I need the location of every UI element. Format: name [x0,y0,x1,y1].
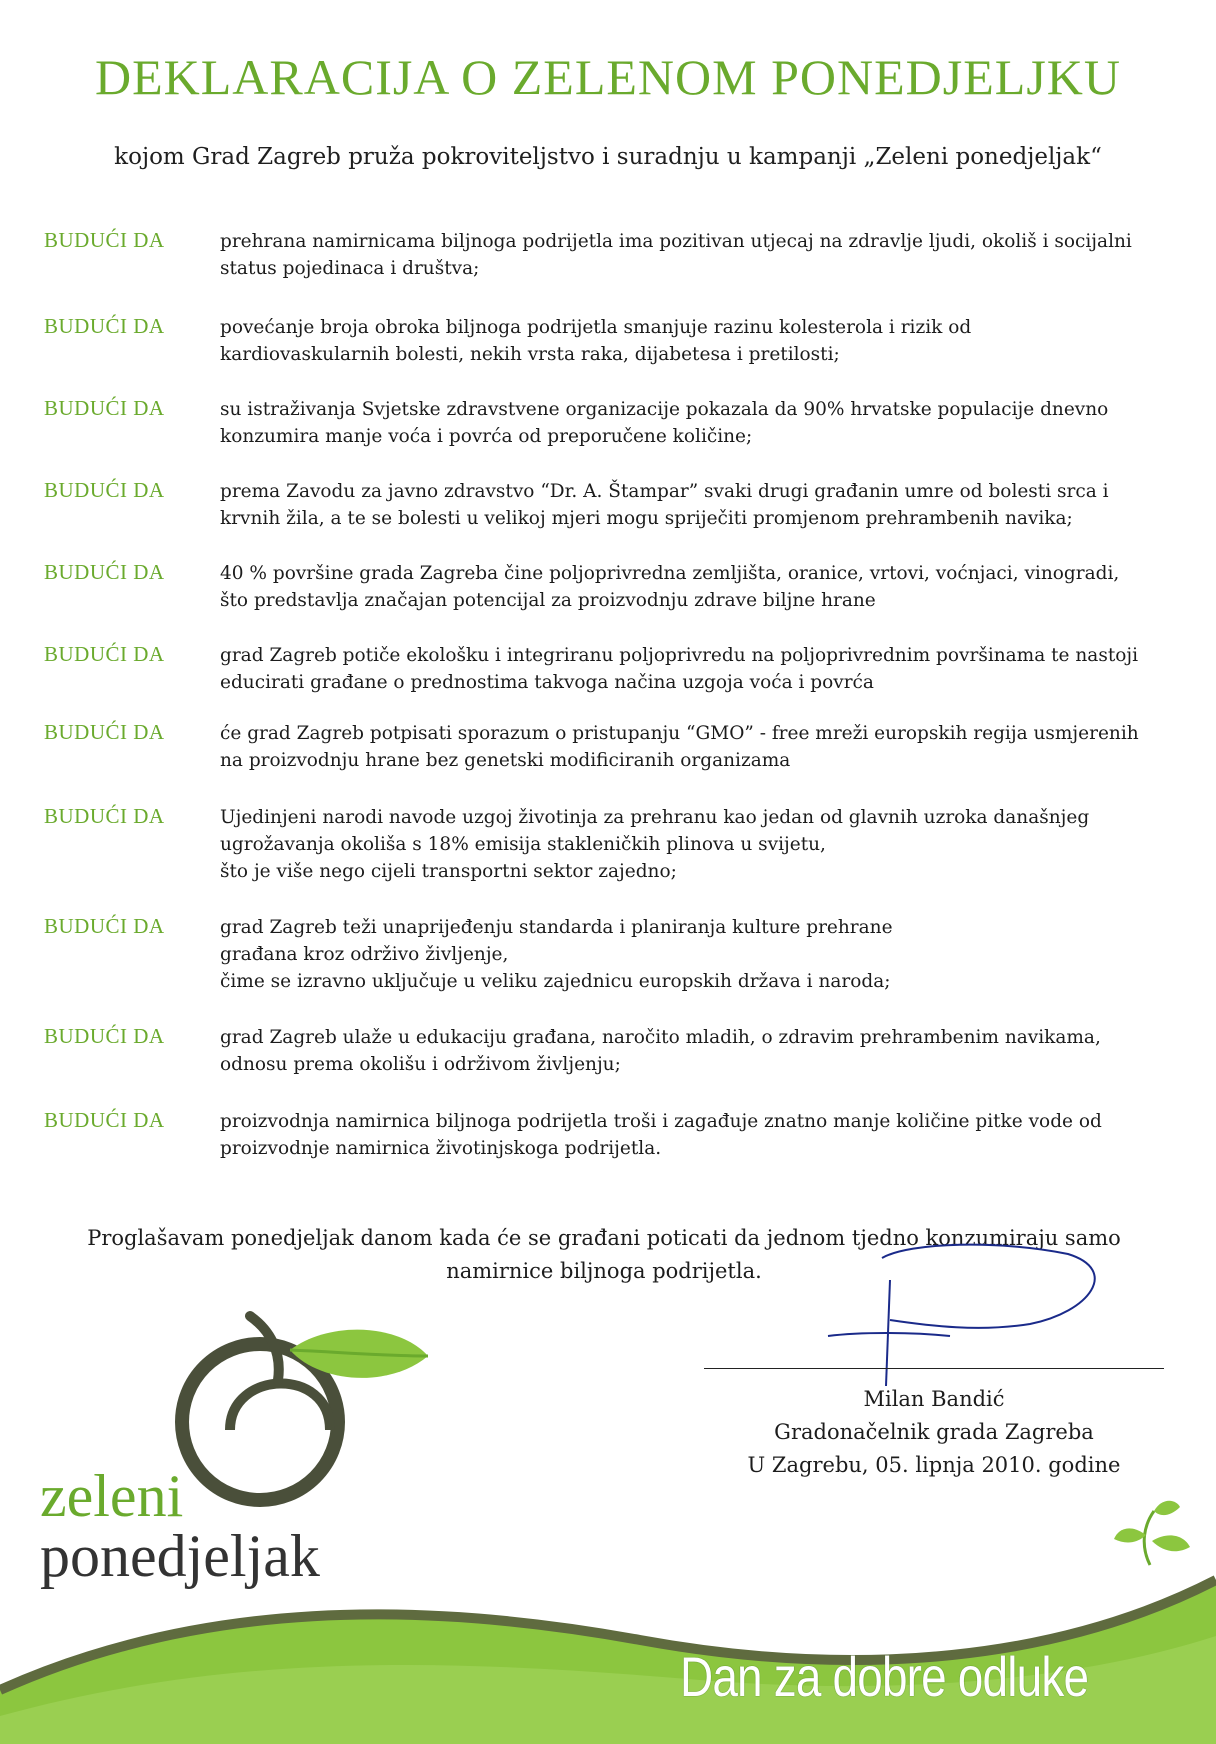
clause-text: su istraživanja Svjetske zdravstvene organizacije pokazala da 90% hrvatske populacije dnevno konzumira manje voća i povrća od preporučene količine; [220,399,1109,447]
clause-text [220,804,1140,885]
small-leaf-icon [1110,1495,1200,1575]
clause-text: grad Zagreb potiče ekološku i integriranu poljoprivredu na poljoprivrednim površinama te nastoji educirati građane o prednostima takvoga načina uzgoja voća i povrća [220,645,1139,693]
clause-text: proizvodnja namirnica biljnoga podrijetla troši i zagađuje znatno manje količine pitke vode od proizvodnje namirnica životinjskoga podrijetla. [220,1111,1102,1159]
clause-line: što je više nego cijeli transportni sektor zajedno; [220,861,677,882]
document-title: DEKLARACIJA O ZELENOM PONEDJELJKU [94,49,1122,105]
clause-keyword: BUDUĆI DA [44,228,165,252]
signature-block [700,1383,1168,1482]
clause-keyword: BUDUĆI DA [44,560,165,584]
clause-text: prehrana namirnicama biljnoga podrijetla ima pozitivan utjecaj na zdravlje ljudi, okoliš i socijalni status pojedinaca i društva; [220,231,1132,279]
signatory-role: Gradonačelnik grada Zagreba [774,1420,1094,1444]
clause-line: grad Zagreb teži unaprijeđenju standarda i planiranja kulture prehrane [220,917,893,938]
proclamation: Proglašavam ponedjeljak danom kada će se građani poticati da jednom tjedno konzumiraju samo namirnice biljnoga podrijetla. [87,1226,1121,1283]
tagline: Dan za dobre odluke [680,1645,1089,1708]
clause-line: čime se izravno uključuje u veliku zajednicu europskih država i naroda; [220,971,891,992]
clause-keyword: BUDUĆI DA [44,720,165,744]
clause-keyword: BUDUĆI DA [44,804,165,828]
clause-text: će grad Zagreb potpisati sporazum o pristupanju “GMO” - free mreži europskih regija usmjerenih na proizvodnju hrane bez genetski modificiranih organizama [220,723,1139,771]
leaf-logo-icon [150,1310,440,1510]
logo-text-zeleni: zeleni [40,1463,184,1529]
clause-keyword: BUDUĆI DA [44,396,165,420]
clause-keyword: BUDUĆI DA [44,914,165,938]
clause-keyword: BUDUĆI DA [44,642,165,666]
document-subtitle: kojom Grad Zagreb pruža pokroviteljstvo i suradnju u kampanji „Zeleni ponedjeljak“ [114,144,1102,170]
clause-keyword: BUDUĆI DA [44,314,165,338]
signature-line [704,1368,1164,1369]
clause-keyword: BUDUĆI DA [44,478,165,502]
place-date: U Zagrebu, 05. lipnja 2010. godine [747,1453,1121,1477]
clause-text [220,914,1140,995]
logo-text-ponedjeljak: ponedjeljak [40,1523,320,1589]
clause-line: Ujedinjeni narodi navode uzgoj životinja za prehranu kao jedan od glavnih uzroka današnjeg ugrožavanja okoliša s 18% emisija stakleničkih plinova u svijetu, [220,807,1090,855]
clause-keyword: BUDUĆI DA [44,1108,165,1132]
clause-text: grad Zagreb ulaže u edukaciju građana, naročito mladih, o zdravim prehrambenim navikama, odnosu prema okolišu i održivom življenju; [220,1027,1101,1075]
clause-text: prema Zavodu za javno zdravstvo “Dr. A. Štampar” svaki drugi građanin umre od bolesti srca i krvnih žila, a te se bolesti u velikoj mjeri mogu spriječiti promjenom prehrambenih navika; [220,481,1109,529]
clause-text: 40 % površine grada Zagreba čine poljoprivredna zemljišta, oranice, vrtovi, voćnjaci, vinogradi, što predstavlja značajan potencijal za proizvodnju zdrave biljne hrane [220,563,1120,611]
clause-line: građana kroz održivo življenje, [220,944,509,965]
clause-keyword: BUDUĆI DA [44,1024,165,1048]
signatory-name: Milan Bandić [863,1387,1005,1411]
clause-text: povećanje broja obroka biljnoga podrijetla smanjuje razinu kolesterola i rizik od kardiovaskularnih bolesti, nekih vrsta raka, dijabetesa i pretilosti; [220,317,972,365]
